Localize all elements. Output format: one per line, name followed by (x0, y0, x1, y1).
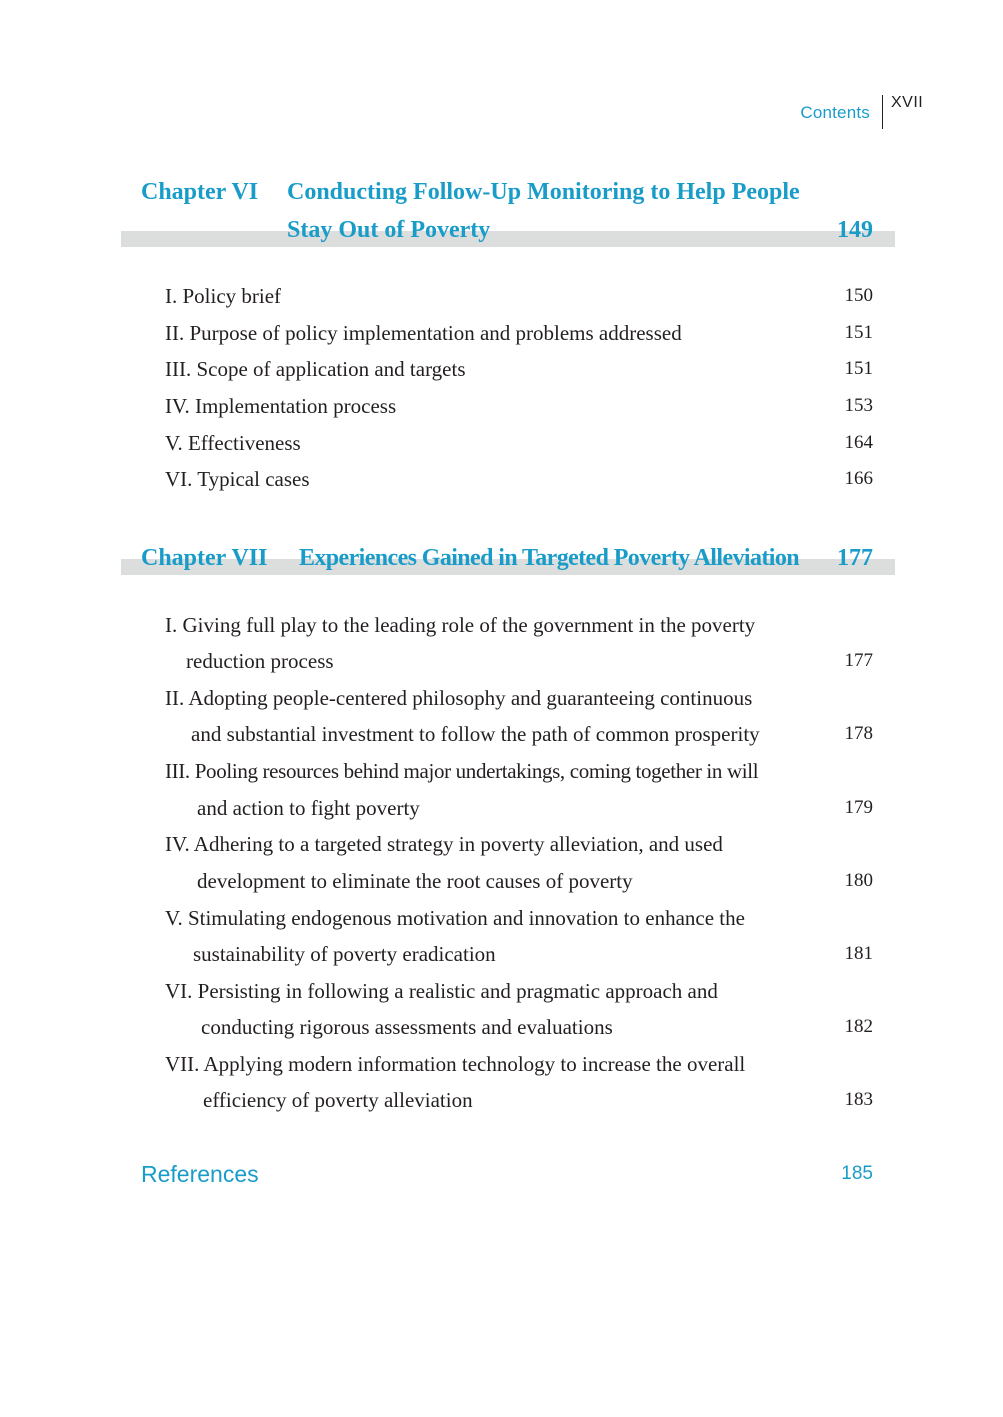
toc-entry[interactable]: II. Purpose of policy implementation and problems addressed (165, 321, 682, 345)
references-label[interactable]: References (141, 1161, 259, 1187)
toc-entry-line2[interactable]: and substantial investment to follow the path of common prosperity (191, 722, 760, 746)
chapter-6-label[interactable]: Chapter VI (141, 179, 259, 205)
references-page[interactable]: 185 (841, 1163, 873, 1184)
header-divider (882, 95, 883, 129)
toc-entry[interactable]: V. Effectiveness (165, 431, 301, 455)
running-header-section: Contents (800, 103, 870, 122)
toc-entry-line1[interactable]: IV. Adhering to a targeted strategy in poverty alleviation, and used (165, 832, 723, 856)
toc-entry-page: 164 (844, 432, 873, 453)
toc-entry[interactable]: IV. Implementation process (165, 394, 397, 418)
toc-entry[interactable]: III. Scope of application and targets (165, 357, 466, 381)
toc-entry-line1[interactable]: VI. Persisting in following a realistic and pragmatic approach and (165, 979, 718, 1003)
toc-entry-page: 153 (844, 395, 873, 416)
toc-entry-line1[interactable]: II. Adopting people-centered philosophy and guaranteeing continuous (165, 686, 753, 710)
toc-entry-page: 166 (844, 468, 873, 489)
toc-entry-page: 151 (844, 358, 873, 379)
toc-entry-page: 179 (844, 797, 873, 818)
chapter-7-label[interactable]: Chapter VII (141, 545, 268, 571)
chapter-6-band (121, 231, 895, 247)
toc-entry-line1[interactable]: V. Stimulating endogenous motivation and innovation to enhance the (165, 906, 745, 930)
chapter-7-title[interactable]: Experiences Gained in Targeted Poverty Alleviation (299, 545, 799, 571)
toc-entry-line1[interactable]: I. Giving full play to the leading role of the government in the poverty (165, 613, 756, 637)
toc-entry-page: 183 (844, 1089, 873, 1110)
toc-entry-page: 151 (844, 322, 873, 343)
toc-entry-line2[interactable]: development to eliminate the root causes of poverty (197, 869, 633, 893)
toc-entry-line1[interactable]: III. Pooling resources behind major undertakings, coming together in will (165, 759, 759, 783)
chapter-6-page[interactable]: 149 (837, 217, 873, 243)
toc-entry-page: 177 (844, 650, 873, 671)
toc-entry-page: 180 (844, 870, 873, 891)
toc-entry-line2[interactable]: conducting rigorous assessments and evaluations (201, 1015, 613, 1039)
page-number: XVII (891, 94, 924, 111)
toc-entry-page: 150 (844, 285, 873, 306)
chapter-6-title-line1[interactable]: Conducting Follow-Up Monitoring to Help People (287, 179, 800, 205)
toc-entry-page: 178 (844, 723, 873, 744)
chapter-6-title-line2[interactable]: Stay Out of Poverty (287, 217, 491, 243)
chapter-7-page[interactable]: 177 (837, 545, 873, 571)
toc-entry[interactable]: VI. Typical cases (165, 467, 310, 491)
toc-entry-line2[interactable]: reduction process (186, 649, 334, 673)
toc-entry-line2[interactable]: sustainability of poverty eradication (193, 942, 496, 966)
toc-entry-page: 182 (844, 1016, 873, 1037)
toc-entry-line1[interactable]: VII. Applying modern information technology to increase the overall (165, 1052, 746, 1076)
toc-entry[interactable]: I. Policy brief (165, 284, 282, 308)
toc-entry-line2[interactable]: and action to fight poverty (197, 796, 420, 820)
toc-entry-line2[interactable]: efficiency of poverty alleviation (203, 1088, 473, 1112)
toc-entry-page: 181 (844, 943, 873, 964)
